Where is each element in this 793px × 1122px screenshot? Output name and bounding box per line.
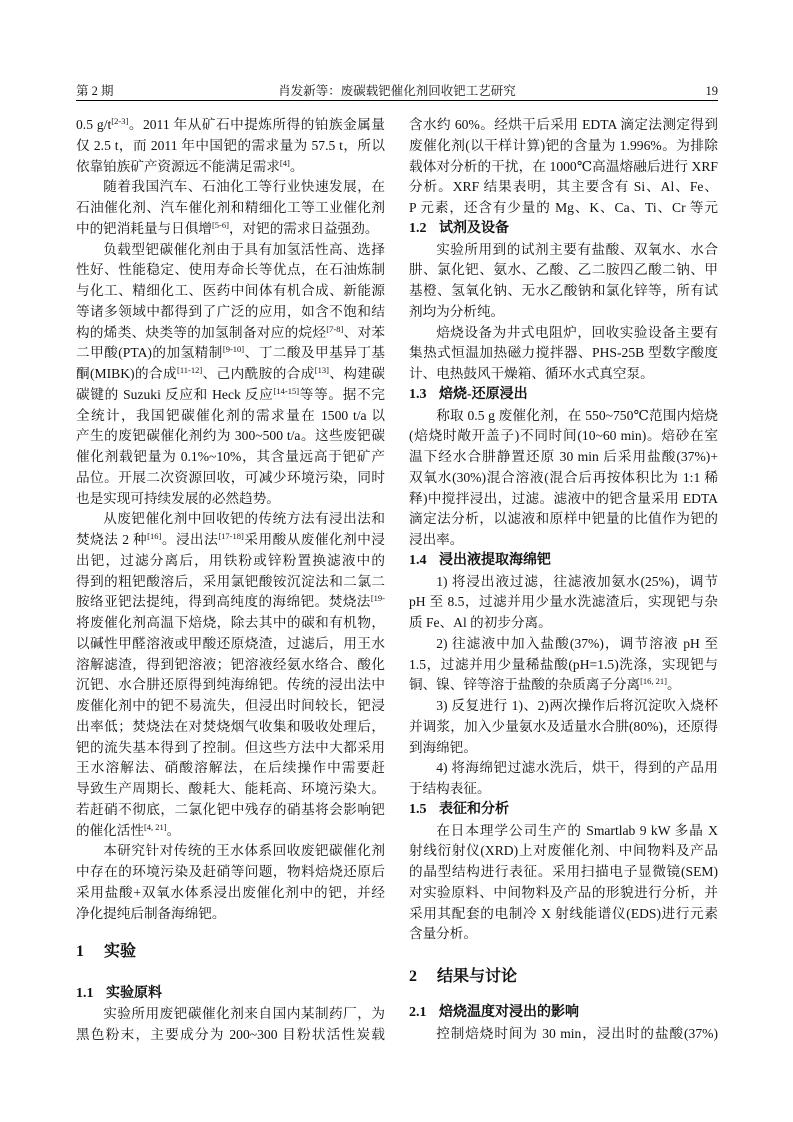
text-line — [76, 281, 385, 302]
text-line — [76, 406, 385, 427]
citation-ref: [4, 21] — [143, 821, 167, 832]
text-line — [409, 572, 718, 593]
text-run: 射线衍射仪(XRD)上对废催化剂、中间物料及产品 — [409, 843, 718, 859]
text-line — [76, 655, 385, 676]
text-run: 4) 将海绵钯过滤水洗后，烘干，得到的产品用 — [436, 760, 718, 776]
paragraph — [76, 509, 385, 841]
heading-text: 表征和分析 — [439, 801, 509, 817]
text-line — [76, 177, 385, 198]
text-run: pH 至 8.5，过滤并用少量水洗滤渣后，实现钯与杂 — [409, 594, 718, 610]
text-line — [76, 841, 385, 862]
citation-ref: [11-12] — [177, 365, 203, 375]
text-run: 质 Fe、Al 的初步分离。 — [409, 615, 552, 630]
text-run: 含量分析。 — [409, 926, 477, 942]
subsection-heading — [409, 385, 718, 406]
text-line — [76, 468, 385, 489]
text-run: 石油催化剂、汽车催化剂和精细化工等工业催化剂 — [76, 200, 385, 215]
text-run: 焙烧设备为井式电阻炉，回收实验设备主要有 — [436, 324, 718, 340]
heading-number: 1.5 — [409, 801, 427, 817]
text-run: 从废钯催化剂中回收钯的传统方法有浸出法和 — [103, 511, 385, 527]
citation-ref: [16, 21] — [640, 676, 668, 687]
text-line — [409, 613, 718, 634]
heading-text: 实验原料 — [106, 985, 162, 1001]
text-run: 采用盐酸+双氧水体系浸出废催化剂中的钯，并经 — [76, 884, 385, 900]
text-run: 负载型钯碳催化剂由于具有加氢活性高、选择 — [103, 241, 385, 257]
text-run: 构的烯类、炔类等的加氢制备对应的烷烃 — [76, 324, 327, 340]
text-line — [76, 883, 385, 904]
text-line — [409, 281, 718, 302]
text-run: 实验所用废钯碳催化剂来自国内某制药厂，为 — [103, 1006, 385, 1022]
text-run: 黑色粉末，主要成分为 200~300 目粉状活性炭载 — [76, 1027, 385, 1043]
text-line — [409, 426, 718, 447]
text-run: 1.5，过滤并用少量稀盐酸(pH=1.5)洗涤，实现钯与 — [409, 656, 718, 672]
text-run: 等等。据不完 — [299, 386, 385, 402]
text-run: 酮(MIBK)的合成 — [76, 366, 178, 381]
text-line — [76, 136, 385, 157]
text-run: 铜、镍、锌等溶于盐酸的杂质离子分离 — [409, 677, 641, 693]
text-run: 3) 反复进行 1)、2)两次操作后将沉淀吹入烧杯 — [436, 698, 718, 713]
text-run: 产生的废钯碳催化剂约为 300~500 t/a。这些废钯碳 — [76, 428, 385, 444]
text-line — [409, 406, 718, 427]
paragraph — [409, 323, 718, 385]
text-line — [409, 115, 718, 136]
text-line — [409, 634, 718, 655]
paragraph — [409, 758, 718, 800]
text-run: 的晶型结构进行表征。采用扫描电子显微镜(SEM) — [409, 864, 718, 879]
page-number: 19 — [705, 84, 718, 98]
text-line — [76, 219, 385, 240]
text-line — [76, 675, 385, 696]
text-run: 温下经水合肼静置还原 30 min 后采用盐酸(37%)+ — [409, 449, 718, 464]
text-run: 出率低；焚烧法在对焚烧烟气收集和吸收处理后， — [76, 718, 385, 734]
text-run: 以碱性甲醛溶液或甲酸还原烧渣，过滤后，用王水 — [76, 635, 385, 651]
citation-ref: [14-15] — [273, 385, 300, 396]
citation-ref: [9-10] — [222, 344, 245, 355]
text-line — [409, 240, 718, 261]
section-heading — [76, 942, 385, 963]
text-run: 钯的流失基本得到了控制。但这些方法中大都采用 — [76, 739, 385, 755]
text-run: 基橙、氢氧化钠、无水乙酸钠和氯化锌等，所有试 — [409, 283, 718, 298]
text-line — [409, 717, 718, 738]
text-line — [409, 177, 718, 198]
text-run: 也是实现可持续发展的必然趋势。 — [76, 490, 280, 506]
text-run: 对实验原料、中间物料及产品的形貌进行分析，并 — [409, 884, 718, 900]
text-run: 释)中搅拌浸出，过滤。滤液中的钯含量采用 EDTA — [409, 490, 718, 506]
text-run: 品位。开展二次资源回收，可减少环境污染，同时 — [76, 469, 385, 485]
text-line — [76, 302, 385, 323]
text-run: 得到的粗钯酸溶后，采用氯钯酸铵沉淀法和二氯二 — [76, 573, 385, 589]
subsection-heading — [409, 551, 718, 572]
right-column — [409, 115, 718, 1045]
text-line — [409, 468, 718, 489]
text-line — [409, 198, 718, 219]
text-line — [409, 323, 718, 344]
paragraph — [76, 841, 385, 924]
paragraph — [409, 1024, 718, 1045]
text-line — [409, 530, 718, 551]
text-run: 双氧水(30%)混合溶液(混合后再按体积比为 1:1 稀 — [409, 469, 718, 485]
text-line — [409, 738, 718, 759]
subsection-heading — [409, 219, 718, 240]
text-run: 采用其配套的电制冷 X 射线能谱仪(EDS)进行元素 — [409, 905, 718, 921]
text-run: 采用酸从废催化剂中浸 — [243, 532, 385, 547]
text-run: 出钯，过滤分离后，用铁粉或锌粉置换滤液中的 — [76, 552, 385, 568]
text-line — [76, 904, 385, 925]
text-run: 胺络亚钯法提纯，得到高纯度的海绵钯。焚烧法 — [76, 594, 371, 610]
text-line — [409, 924, 718, 945]
heading-text: 结果与讨论 — [437, 967, 518, 985]
text-line — [409, 862, 718, 883]
citation-ref: [19- — [370, 593, 385, 604]
text-run: 二甲酸(PTA)的加氢精制 — [76, 345, 223, 361]
heading-text: 焙烧-还原浸出 — [439, 386, 528, 402]
text-run: 实验所用到的试剂主要有盐酸、双氧水、水合 — [436, 241, 718, 257]
text-run: 。 — [166, 822, 181, 838]
paragraph — [409, 634, 718, 696]
citation-ref: [16] — [147, 531, 162, 541]
text-run: 、己内酰胺的合成 — [202, 366, 315, 381]
text-run: 焚烧法 2 种 — [76, 532, 148, 547]
text-line — [409, 758, 718, 779]
heading-text: 焙烧温度对浸出的影响 — [439, 1005, 579, 1021]
text-run: 分析。XRF 结果表明，其主要含有 Si、Al、Fe、 — [409, 179, 718, 195]
text-line — [409, 821, 718, 842]
text-run: 等诸多领域中都得到了广泛的应用，如含不饱和结 — [76, 303, 385, 319]
paragraph — [76, 1004, 385, 1046]
text-run: 溶解滤渣，得到钯溶液；钯溶液经氨水络合、酸化 — [76, 656, 385, 672]
text-line — [76, 779, 385, 800]
text-run: 控制焙烧时间为 30 min，浸出时的盐酸(37%) — [436, 1026, 718, 1042]
text-run: 滴定法分析，以滤液和原样中钯量的比值作为钯的 — [409, 511, 718, 527]
text-line — [409, 509, 718, 530]
paragraph — [409, 240, 718, 323]
text-line — [76, 343, 385, 364]
text-run: 。 — [289, 158, 304, 174]
text-run: 。2011 年从矿石中提炼所得的铂族金属量 — [128, 117, 385, 132]
text-line — [76, 260, 385, 281]
text-run: 导致生产周期长、酸耗大、能耗高、环境污染大。 — [76, 781, 385, 796]
heading-text: 实验 — [104, 942, 137, 960]
text-run: 沉钯、水合肼还原得到纯海绵钯。传统的浸出法中 — [76, 677, 385, 693]
subsection-heading — [409, 800, 718, 821]
citation-ref: [4] — [279, 157, 290, 168]
text-run: 王水溶解法、硝酸溶解法，在后续操作中需要赶 — [76, 760, 385, 776]
text-line — [76, 509, 385, 530]
text-run: 2) 往滤液中加入盐酸(37%)，调节溶液 pH 至 — [436, 635, 718, 651]
heading-number: 2 — [409, 967, 417, 985]
text-run: 随着我国汽车、石油化工等行业快速发展，在 — [103, 179, 385, 195]
text-line — [76, 758, 385, 779]
text-line — [409, 157, 718, 178]
left-column — [76, 115, 385, 1046]
header-rule — [76, 100, 718, 101]
text-run: (焙烧时敞开盖子)不同时间(10~60 min)。焙砂在室 — [409, 428, 718, 444]
text-run: 含水约 60%。经烘干后采用 EDTA 滴定法测定得到 — [409, 117, 718, 132]
text-line — [76, 364, 385, 385]
text-run: 中的钯消耗量与日俱增 — [76, 220, 212, 236]
text-line — [76, 426, 385, 447]
text-line — [76, 717, 385, 738]
heading-number: 1.2 — [409, 220, 427, 236]
text-line — [76, 800, 385, 821]
text-run: 、丁二酸及甲基异丁基 — [244, 345, 385, 361]
text-run: 在日本理学公司生产的 Smartlab 9 kW 多晶 X — [436, 822, 718, 838]
paragraph — [76, 115, 385, 177]
issue-number: 第 2 期 — [76, 84, 114, 98]
heading-number: 1.4 — [409, 552, 427, 568]
text-line — [76, 385, 385, 406]
text-run: 0.5 g/t — [76, 117, 112, 132]
text-line — [409, 364, 718, 385]
text-line — [76, 592, 385, 613]
section-heading — [409, 967, 718, 988]
text-line — [409, 343, 718, 364]
paragraph — [409, 406, 718, 551]
running-title: 肖发新等：废碳载钯催化剂回收钯工艺研究 — [278, 84, 516, 98]
paragraph — [76, 240, 385, 510]
text-run: 废催化剂(以干样计算)钯的含量为 1.996%。为排除 — [409, 137, 718, 153]
citation-ref: [7-8] — [326, 323, 344, 334]
text-line — [76, 489, 385, 510]
text-line — [76, 862, 385, 883]
text-run: 与化工、精细化工、医药中间体有机合成、新能源 — [76, 283, 385, 298]
text-run: P 元素，还含有少量的 Mg、K、Ca、Ti、Cr 等元 — [409, 200, 718, 215]
text-line — [76, 634, 385, 655]
citation-ref: [5-6] — [211, 219, 229, 230]
paragraph — [409, 572, 718, 634]
text-run: 、对苯 — [343, 324, 385, 340]
paragraph — [409, 821, 718, 946]
text-run: 净化提纯后制备海绵钯。 — [76, 905, 226, 921]
text-line — [409, 883, 718, 904]
text-line — [76, 613, 385, 634]
running-header — [76, 82, 718, 100]
text-run: 载体对分析的干扰，在 1000℃高温熔融后进行 XRF — [409, 158, 718, 174]
text-run: 、构建碳 — [328, 366, 385, 381]
text-run: 碳键的 Suzuki 反应和 Heck 反应 — [76, 386, 274, 402]
text-line — [409, 904, 718, 925]
text-run: 肼、氯化钯、氨水、乙酸、乙二胺四乙酸二钠、甲 — [409, 262, 718, 278]
heading-text: 试剂及设备 — [439, 220, 509, 236]
text-line — [409, 136, 718, 157]
text-line — [409, 592, 718, 613]
text-run: 剂均为分析纯。 — [409, 303, 505, 319]
text-line — [409, 675, 718, 696]
text-run: 中存在的环境污染及赶硝等问题，物料焙烧还原后 — [76, 864, 385, 879]
heading-number: 2.1 — [409, 1005, 427, 1021]
text-run: 依靠铂族矿产资源远不能满足需求 — [76, 158, 280, 174]
citation-ref: [13] — [314, 365, 329, 375]
text-line — [76, 696, 385, 717]
text-run: 浸出率。 — [409, 532, 464, 547]
text-run: 到海绵钯。 — [409, 739, 477, 755]
text-run: 催化剂载钯量为 0.1%~10%，其含量远高于钯矿产 — [76, 449, 385, 464]
text-line — [76, 738, 385, 759]
citation-ref: [17-18] — [218, 531, 244, 541]
text-run: 并调浆，加入少量氨水及适量水合肼(80%)，还原得 — [409, 718, 718, 734]
text-line — [409, 841, 718, 862]
heading-number: 1.1 — [76, 985, 94, 1001]
text-run: 称取 0.5 g 废催化剂，在 550~750℃范围内焙烧 — [436, 407, 718, 423]
text-line — [76, 323, 385, 344]
text-line — [76, 240, 385, 261]
text-line — [76, 157, 385, 178]
citation-ref: [2-3] — [111, 116, 129, 126]
text-line — [76, 821, 385, 842]
heading-text: 浸出液提取海绵钯 — [439, 552, 551, 568]
text-line — [76, 115, 385, 136]
subsection-heading — [76, 984, 385, 1005]
text-run: 。浸出法 — [161, 532, 219, 547]
text-run: 。 — [667, 677, 681, 693]
text-run: 的催化活性 — [76, 822, 144, 838]
text-line — [76, 1004, 385, 1025]
text-line — [409, 260, 718, 281]
text-line — [409, 696, 718, 717]
text-line — [76, 198, 385, 219]
paragraph — [409, 115, 718, 219]
text-run: ，对钯的需求日益强劲。 — [228, 220, 379, 236]
text-run: 若赶硝不彻底，二氯化钯中残存的硝基将会影响钯 — [76, 801, 385, 817]
subsection-heading — [409, 1003, 718, 1024]
text-run: 本研究针对传统的王水体系回收废钯碳催化剂 — [103, 843, 385, 859]
text-run: 集热式恒温加热磁力搅拌器、PHS-25B 型数字酸度 — [409, 345, 718, 361]
text-run: 于结构表征。 — [409, 781, 491, 796]
text-run: 性好、性能稳定、使用寿命长等优点，在石油炼制 — [76, 262, 385, 278]
paragraph — [76, 177, 385, 239]
text-line — [409, 1024, 718, 1045]
text-line — [409, 302, 718, 323]
text-run: 1) 将浸出液过滤，往滤液加氨水(25%)，调节 — [436, 573, 718, 589]
heading-number: 1 — [76, 942, 84, 960]
text-line — [76, 572, 385, 593]
text-line — [76, 447, 385, 468]
text-line — [409, 779, 718, 800]
text-run: 废催化剂中的钯不易流失，但浸出时间较长，钯浸 — [76, 698, 385, 713]
text-line — [409, 489, 718, 510]
text-run: 将废催化剂高温下焙烧，除去其中的碳和有机物， — [76, 615, 385, 630]
text-run: 全统计，我国钯碳催化剂的需求量在 1500 t/a 以 — [76, 407, 385, 423]
text-line — [409, 655, 718, 676]
text-run: 计、电热鼓风干燥箱、循环水式真空泵。 — [409, 366, 654, 381]
text-line — [76, 1025, 385, 1046]
paragraph — [409, 696, 718, 758]
text-run: 仅 2.5 t，而 2011 年中国钯的需求量为 57.5 t，所以 — [76, 137, 385, 153]
text-line — [76, 530, 385, 551]
text-line — [409, 447, 718, 468]
heading-number: 1.3 — [409, 386, 427, 402]
text-line — [76, 551, 385, 572]
